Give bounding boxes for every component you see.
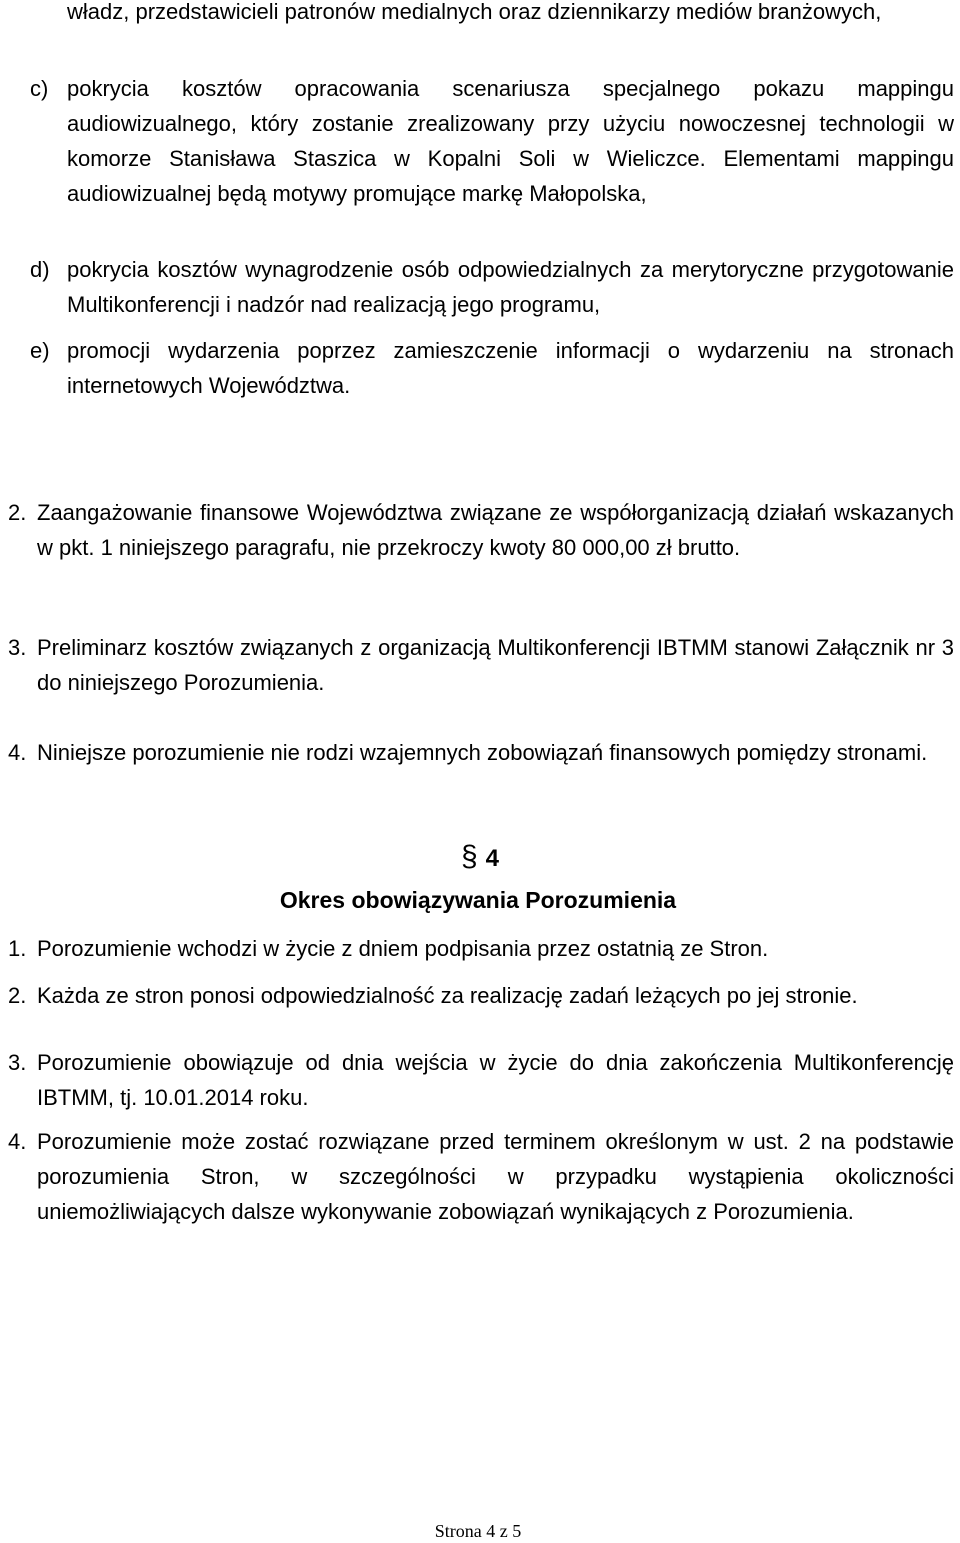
section3-point-4	[8, 735, 954, 770]
point-text: Porozumienie obowiązuje od dnia wejścia w życie do dnia zakończenia Multikonferencję IBTMM, tj. 10.01.2014 roku.	[37, 1050, 954, 1110]
list-item-d	[30, 252, 954, 322]
point-number: 4.	[8, 740, 27, 765]
list-marker: d)	[30, 257, 50, 282]
point-text: Niniejsze porozumienie nie rodzi wzajemnych zobowiązań finansowych pomiędzy stronami.	[37, 740, 928, 765]
list-item-c	[30, 71, 954, 211]
point-number: 2.	[8, 983, 27, 1008]
point-number: 3.	[8, 635, 27, 660]
point-number: 4.	[8, 1129, 27, 1154]
point-text: Zaangażowanie finansowe Województwa związane ze współorganizacją działań wskazanych w pkt. 1 niniejszego paragrafu, nie przekroczy kwoty 80 000,00 zł brutto.	[37, 500, 954, 560]
section3-point-2	[8, 495, 954, 565]
section-sign: §	[460, 840, 478, 873]
section4-point-1	[8, 931, 954, 966]
section4-point-3	[8, 1045, 954, 1115]
section4-point-2	[8, 978, 954, 1013]
intro-paragraph: władz, przedstawicieli patronów medialnych oraz dziennikarzy mediów branżowych,	[67, 0, 882, 24]
point-text: Porozumienie może zostać rozwiązane przed terminem określonym w ust. 2 na podstawie porozumienia Stron, w szczególności w przypadku wystąpienia okoliczności uniemożliwiających dalsze wykonywanie zobowiązań wynikających z Porozumienia.	[37, 1129, 954, 1224]
section-number: 4	[485, 845, 500, 872]
list-item-text: pokrycia kosztów wynagrodzenie osób odpowiedzialnych za merytoryczne przygotowanie Multikonferencji i nadzór nad realizacją jego programu,	[67, 257, 954, 317]
section4-point-4	[8, 1124, 954, 1229]
page-number-footer: Strona 4 z 5	[434, 1521, 522, 1541]
point-number: 2.	[8, 500, 27, 525]
point-number: 1.	[8, 936, 27, 961]
list-item-e	[30, 333, 954, 403]
list-marker: c)	[30, 76, 49, 101]
point-text: Każda ze stron ponosi odpowiedzialność za realizację zadań leżących po jej stronie.	[37, 983, 858, 1008]
list-item-text: pokrycia kosztów opracowania scenariusza specjalnego pokazu mappingu audiowizualnego, który zostanie zrealizowany przy użyciu nowoczesnej technologii w komorze Stanisława Staszica w Kopalni Soli w Wieliczce. Elementami mappingu audiowizualnej będą motywy promujące markę Małopolska,	[67, 76, 954, 206]
point-number: 3.	[8, 1050, 27, 1075]
section-heading	[0, 840, 960, 874]
point-text: Porozumienie wchodzi w życie z dniem podpisania przez ostatnią ze Stron.	[37, 936, 769, 961]
list-marker: e)	[30, 338, 50, 363]
point-text: Preliminarz kosztów związanych z organizacją Multikonferencji IBTMM stanowi Załącznik nr 3 do niniejszego Porozumienia.	[37, 635, 954, 695]
section3-point-3	[8, 630, 954, 700]
section-title: Okres obowiązywania Porozumienia	[279, 887, 677, 913]
list-item-text: promocji wydarzenia poprzez zamieszczenie informacji o wydarzeniu na stronach internetowych Województwa.	[67, 338, 954, 398]
